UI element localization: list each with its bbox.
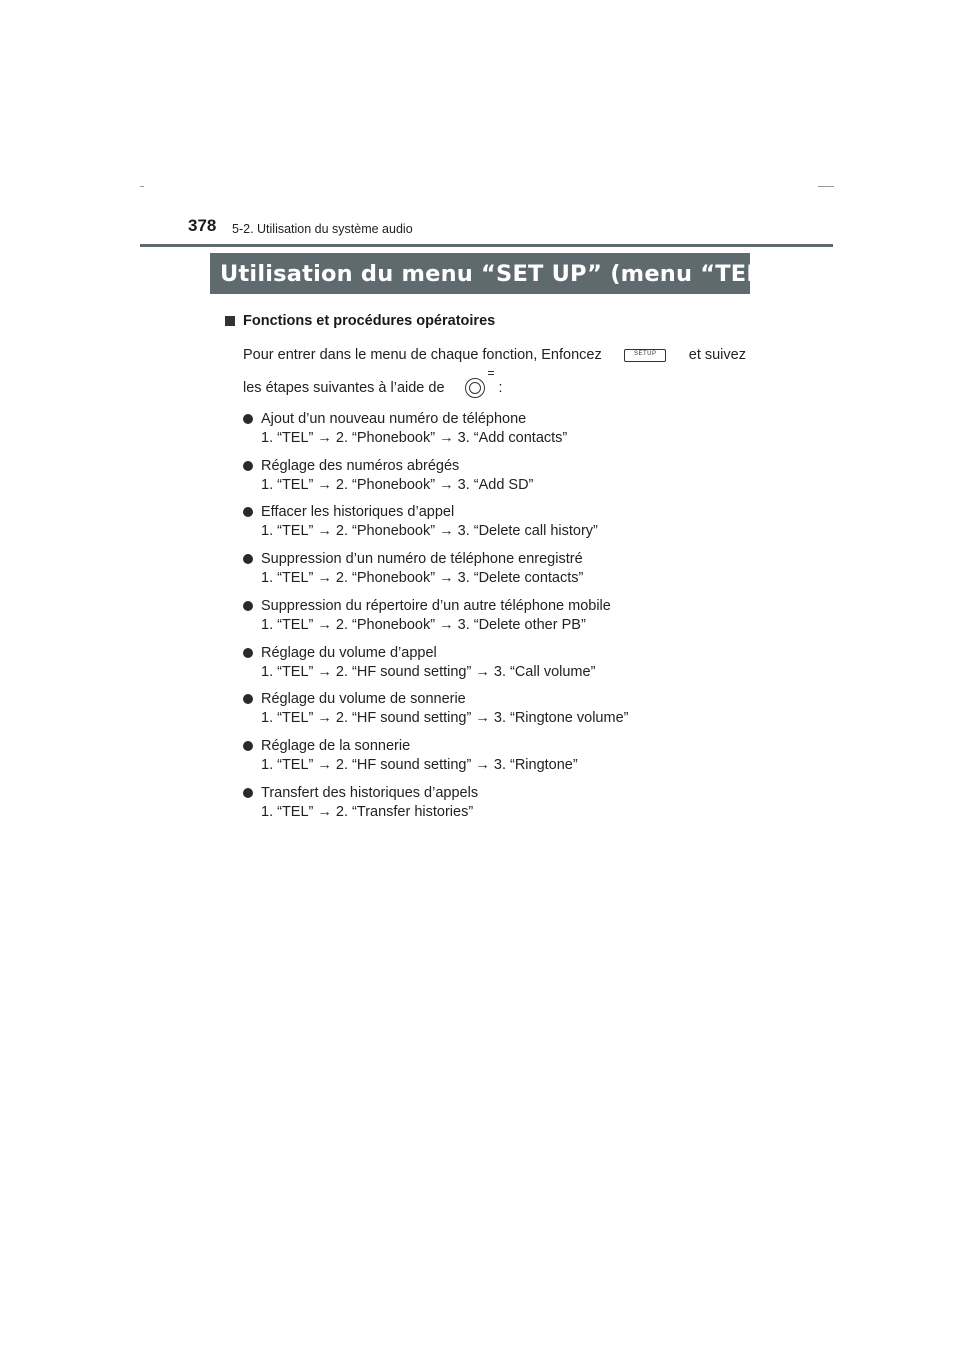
subheading-text: Fonctions et procédures opératoires bbox=[243, 313, 496, 329]
square-icon bbox=[225, 316, 235, 326]
list-item-path: 1. “TEL” → 2. “HF sound setting” → 3. “Call volume” bbox=[261, 663, 596, 680]
list-item bbox=[243, 596, 763, 637]
intro-text-2a: les étapes suivantes à l’aide de bbox=[243, 380, 445, 396]
list-item-path: 1. “TEL” → 2. “Phonebook” → 3. “Delete contacts” bbox=[261, 570, 584, 587]
list-item-title: Suppression d’un numéro de téléphone enregistré bbox=[261, 551, 583, 568]
bullet-icon bbox=[243, 554, 253, 564]
section-title: Utilisation du menu “SET UP” (menu “TEL”) bbox=[220, 260, 781, 287]
intro-text-1a: Pour entrer dans le menu de chaque fonction, Enfoncez bbox=[243, 347, 602, 363]
list-item-title-row bbox=[243, 643, 763, 663]
bullet-icon bbox=[243, 414, 253, 424]
bullet-icon bbox=[243, 694, 253, 704]
list-item bbox=[243, 689, 763, 730]
list-item-path: 1. “TEL” → 2. “Phonebook” → 3. “Delete call history” bbox=[261, 523, 598, 540]
bullet-icon bbox=[243, 507, 253, 517]
list-item-title-row bbox=[243, 409, 763, 429]
list-item-title-row bbox=[243, 783, 763, 803]
list-item-title: Réglage de la sonnerie bbox=[261, 737, 411, 754]
subheading bbox=[225, 313, 495, 329]
list-item-title-row bbox=[243, 596, 763, 616]
list-item-title-row bbox=[243, 689, 763, 709]
list-item-path: 1. “TEL” → 2. “HF sound setting” → 3. “Ringtone” bbox=[261, 756, 578, 773]
intro-line-1 bbox=[243, 347, 746, 363]
list-item bbox=[243, 736, 763, 777]
bullet-icon bbox=[243, 788, 253, 798]
list-item-title-row bbox=[243, 456, 763, 476]
tune-select-dial-icon bbox=[465, 378, 485, 398]
crop-mark-right bbox=[818, 186, 834, 187]
list-item-title: Suppression du répertoire d’un autre téléphone mobile bbox=[261, 597, 611, 614]
list-item-title: Effacer les historiques d’appel bbox=[261, 504, 455, 521]
header-rule bbox=[140, 244, 833, 247]
list-item-path: 1. “TEL” → 2. “Phonebook” → 3. “Add SD” bbox=[261, 476, 534, 493]
list-item-path: 1. “TEL” → 2. “Transfer histories” bbox=[261, 803, 474, 820]
crop-mark-left bbox=[140, 186, 144, 187]
list-item-title: Réglage du volume d’appel bbox=[261, 644, 437, 661]
bullet-icon bbox=[243, 741, 253, 751]
list-item-title: Réglage du volume de sonnerie bbox=[261, 691, 466, 708]
section-title-bar bbox=[210, 253, 781, 294]
list-item-title-row bbox=[243, 549, 763, 569]
list-item bbox=[243, 783, 763, 824]
intro-text-1b: et suivez bbox=[688, 347, 746, 363]
list-item-title: Réglage des numéros abrégés bbox=[261, 457, 460, 474]
section-label: 5-2. Utilisation du système audio bbox=[232, 222, 413, 236]
intro-line-2 bbox=[243, 378, 503, 398]
list-item-path: 1. “TEL” → 2. “Phonebook” → 3. “Delete other PB” bbox=[261, 616, 586, 633]
list-item-title-row bbox=[243, 502, 763, 522]
list-item-path: 1. “TEL” → 2. “HF sound setting” → 3. “Ringtone volume” bbox=[261, 710, 629, 727]
list-item-title: Ajout d’un nouveau numéro de téléphone bbox=[261, 411, 527, 427]
bullet-icon bbox=[243, 648, 253, 658]
bullet-icon bbox=[243, 461, 253, 471]
list-item bbox=[243, 502, 763, 543]
list-item bbox=[243, 643, 763, 684]
list-item-path: 1. “TEL” → 2. “Phonebook” → 3. “Add contacts” bbox=[261, 430, 568, 446]
page-number: 378 bbox=[188, 216, 217, 235]
list-item bbox=[243, 456, 763, 497]
bullet-icon bbox=[243, 601, 253, 611]
list-item-title: Transfert des historiques d’appels bbox=[261, 784, 479, 801]
setup-button-icon bbox=[624, 349, 666, 362]
list-item-title-row bbox=[243, 736, 763, 756]
list-item bbox=[243, 409, 763, 450]
list-item bbox=[243, 549, 763, 590]
intro-text-2b: : bbox=[498, 380, 503, 396]
